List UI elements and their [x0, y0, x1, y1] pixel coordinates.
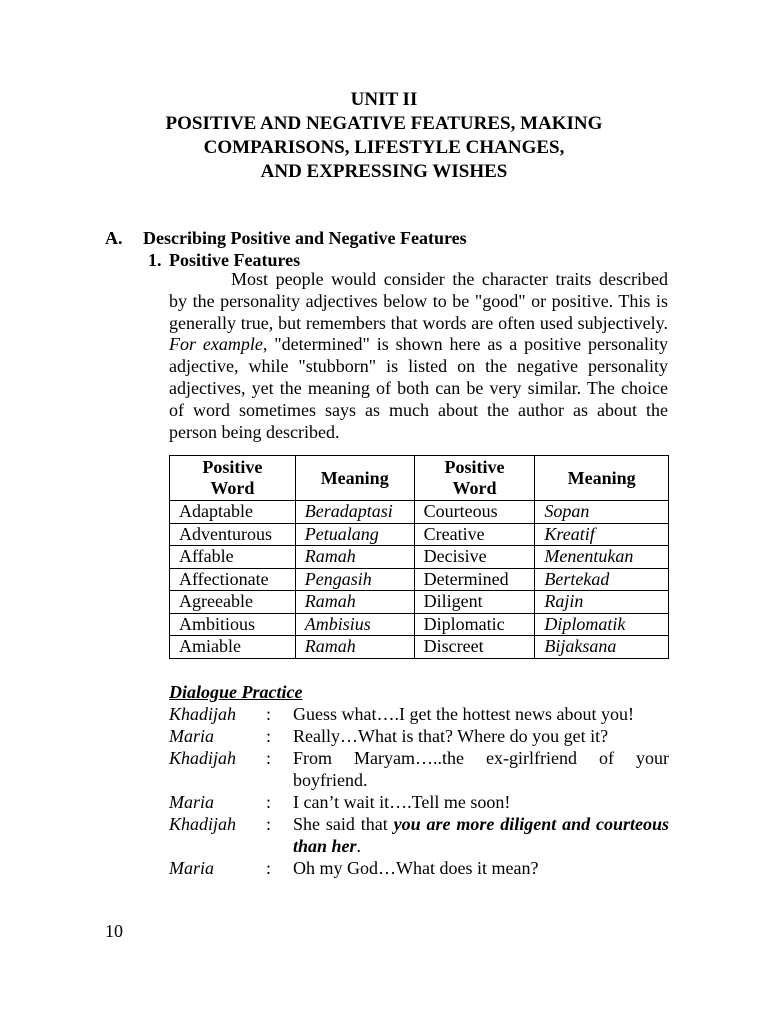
dialogue — [169, 703, 669, 879]
subsection-1-label: 1. — [148, 250, 162, 270]
word-cell: Courteous — [414, 501, 535, 524]
speaker-colon: : — [266, 858, 272, 878]
speaker-colon: : — [266, 814, 272, 834]
speaker-colon: : — [266, 748, 272, 768]
word-cell: Determined — [414, 568, 535, 591]
utterance — [293, 813, 669, 857]
table-row — [170, 636, 669, 659]
subsection-1-title: Positive Features — [169, 250, 301, 270]
meaning-cell: Petualang — [295, 523, 414, 546]
paragraph-emphasis: For example — [169, 334, 263, 355]
paragraph-part-2: , "determined" is shown here as a positive personality adjective, while "stubborn" is listed on the negative personality adjectives, yet the meaning of both can be very similar. The choice of word sometimes says as much about the author as about the person being described. — [169, 334, 669, 442]
speaker-name: Khadijah — [169, 814, 237, 834]
table-row — [170, 501, 669, 524]
meaning-cell: Bijaksana — [535, 636, 669, 659]
dialogue-line — [169, 747, 669, 791]
positive-words-table — [169, 455, 669, 659]
dialogue-line — [169, 857, 669, 879]
unit-title — [0, 88, 768, 184]
utterance-before: She said that — [293, 814, 394, 834]
word-cell: Creative — [414, 523, 535, 546]
meaning-cell: Kreatif — [535, 523, 669, 546]
unit-title-line-3: AND EXPRESSING WISHES — [260, 161, 508, 182]
dialogue-practice-heading: Dialogue Practice — [169, 682, 303, 702]
section-a-heading — [105, 227, 467, 249]
meaning-cell: Sopan — [535, 501, 669, 524]
unit-label: UNIT II — [350, 89, 418, 110]
meaning-cell: Ramah — [295, 546, 414, 569]
meaning-cell: Beradaptasi — [295, 501, 414, 524]
dialogue-line — [169, 725, 669, 747]
speaker-name: Maria — [169, 792, 214, 812]
table-row — [170, 568, 669, 591]
utterance: Oh my God…What does it mean? — [293, 858, 539, 878]
utterance: Really…What is that? Where do you get it? — [293, 726, 609, 746]
subsection-1-heading — [148, 249, 300, 271]
header-positive-word-2: Positive Word — [414, 456, 535, 501]
utterance-after: . — [356, 836, 362, 856]
meaning-cell: Ramah — [295, 591, 414, 614]
utterance: Guess what….I get the hottest news about you! — [293, 704, 634, 724]
word-cell: Amiable — [170, 636, 296, 659]
unit-title-line-1: POSITIVE AND NEGATIVE FEATURES, MAKING — [165, 113, 603, 134]
speaker-colon: : — [266, 726, 272, 746]
utterance: From Maryam…..the ex-girlfriend of your boyfriend. — [293, 748, 669, 790]
paragraph-part-1: Most people would consider the character traits described by the personality adjectives below to be "good" or positive. This is generally true, but remembers that words are often used subjectively. — [169, 269, 668, 333]
header-meaning-1: Meaning — [295, 456, 414, 501]
word-cell: Agreeable — [170, 591, 296, 614]
section-a-label: A. — [105, 228, 123, 248]
speaker-name: Maria — [169, 726, 214, 746]
dialogue-line — [169, 791, 669, 813]
meaning-cell: Ambisius — [295, 613, 414, 636]
word-cell: Adventurous — [170, 523, 296, 546]
meaning-cell: Diplomatik — [535, 613, 669, 636]
table-row — [170, 546, 669, 569]
meaning-cell: Pengasih — [295, 568, 414, 591]
page-number: 10 — [105, 921, 123, 941]
unit-title-line-2: COMPARISONS, LIFESTYLE CHANGES, — [203, 137, 565, 158]
word-cell: Affectionate — [170, 568, 296, 591]
meaning-cell: Bertekad — [535, 568, 669, 591]
speaker-name: Maria — [169, 858, 214, 878]
speaker-name: Khadijah — [169, 748, 237, 768]
utterance: I can’t wait it….Tell me soon! — [293, 792, 511, 812]
header-meaning-2: Meaning — [535, 456, 669, 501]
word-cell: Decisive — [414, 546, 535, 569]
section-a-title: Describing Positive and Negative Features — [143, 228, 467, 248]
dialogue-line — [169, 813, 669, 857]
utterance-emphasis: you are more diligent and courteous than her — [293, 814, 669, 856]
speaker-colon: : — [266, 792, 272, 812]
word-cell: Affable — [170, 546, 296, 569]
meaning-cell: Menentukan — [535, 546, 669, 569]
header-positive-word-1: Positive Word — [170, 456, 296, 501]
table-row — [170, 613, 669, 636]
meaning-cell: Ramah — [295, 636, 414, 659]
word-cell: Discreet — [414, 636, 535, 659]
dialogue-line — [169, 703, 669, 725]
speaker-name: Khadijah — [169, 704, 237, 724]
word-cell: Diplomatic — [414, 613, 535, 636]
speaker-colon: : — [266, 704, 272, 724]
table-header-row — [170, 456, 669, 501]
table-row — [170, 523, 669, 546]
word-cell: Diligent — [414, 591, 535, 614]
word-cell: Ambitious — [170, 613, 296, 636]
meaning-cell: Rajin — [535, 591, 669, 614]
word-cell: Adaptable — [170, 501, 296, 524]
table-row — [170, 591, 669, 614]
intro-paragraph — [169, 269, 668, 443]
